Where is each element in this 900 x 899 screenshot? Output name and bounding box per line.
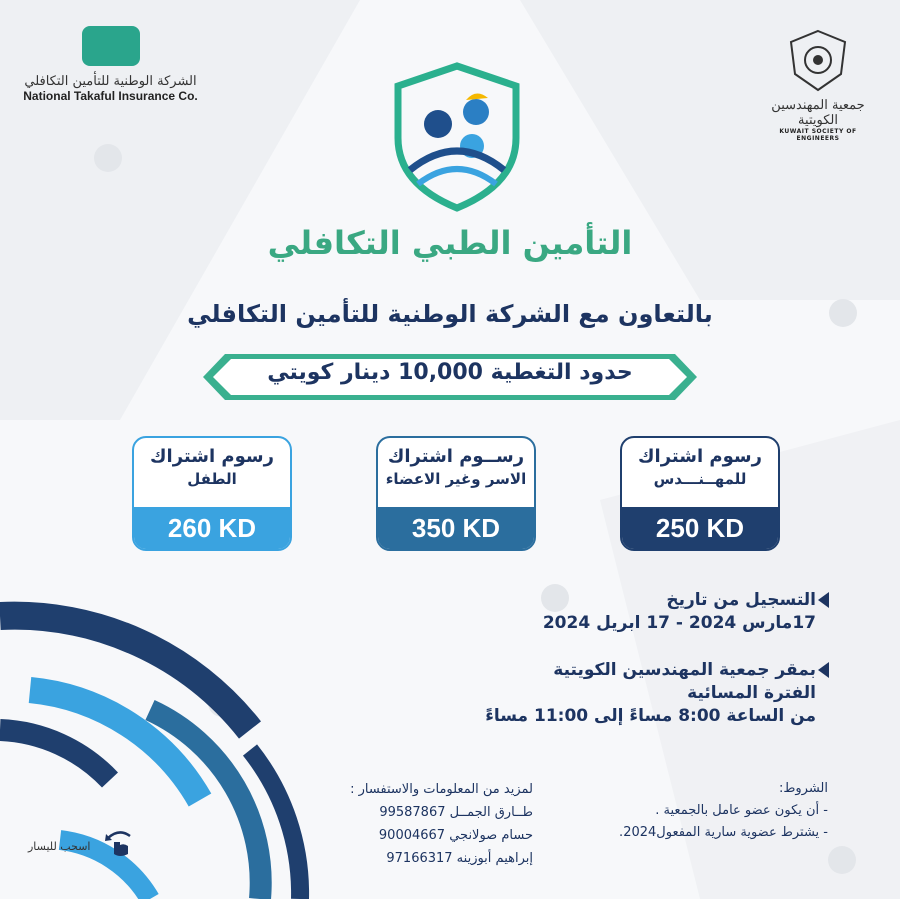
registration-dates: 17مارس 2024 - 17 ابريل 2024 xyxy=(542,613,816,633)
contact-item: طــارق الجمــل 99587867 xyxy=(379,805,533,820)
condition-item: - يشترط عضوية سارية المفعول2024. xyxy=(619,825,828,840)
condition-item: - أن يكون عضو عامل بالجمعية . xyxy=(655,803,828,818)
kse-logo-english: KUWAIT SOCIETY OF ENGINEERS xyxy=(779,128,857,142)
card-price: 260 KD xyxy=(134,507,290,549)
card-price: 250 KD xyxy=(622,507,778,549)
location-line-3: من الساعة 8:00 مساءً إلى 11:00 مساءً xyxy=(485,706,816,726)
coverage-limit-text: حدود التغطية 10,000 دينار كويتي xyxy=(267,360,633,385)
card-label: رســوم اشتراك xyxy=(387,446,525,467)
card-price: 350 KD xyxy=(378,507,534,549)
card-subtitle: الاسر وغير الاعضاء xyxy=(385,470,527,488)
takaful-mark-icon xyxy=(82,26,140,66)
contact-item: إبراهيم أبوزينه 97166317 xyxy=(386,851,533,866)
family-fee-card xyxy=(376,436,536,551)
page-title: التأمين الطبي التكافلي xyxy=(267,224,633,262)
swipe-hand-icon xyxy=(102,826,136,860)
location-info xyxy=(456,659,816,728)
takaful-logo xyxy=(18,26,203,103)
kse-logo-arabic: جمعية المهندسين الكويتية xyxy=(771,98,865,128)
bullet-triangle-icon xyxy=(818,662,829,678)
conditions-heading: الشروط: xyxy=(778,781,828,796)
partnership-subtitle: بالتعاون مع الشركة الوطنية للتأمين التكافلي xyxy=(187,300,713,328)
bullet-triangle-icon xyxy=(818,592,829,608)
card-subtitle: للمهــنـــدس xyxy=(653,470,747,488)
contacts-heading: لمزيد من المعلومات والاستفسار : xyxy=(350,782,533,797)
location-line-1: بمقر جمعية المهندسين الكويتية xyxy=(553,660,816,680)
card-label: رسوم اشتراك xyxy=(150,446,274,467)
card-label: رسوم اشتراك xyxy=(638,446,762,467)
location-line-2: الفترة المسائية xyxy=(687,683,816,703)
kse-logo xyxy=(758,28,878,142)
shield-icon xyxy=(388,60,526,212)
conditions-block xyxy=(558,778,828,844)
registration-info xyxy=(456,589,816,635)
swipe-hint xyxy=(28,822,140,862)
child-fee-card xyxy=(132,436,292,551)
swipe-hint-label: اسحب لليسار xyxy=(28,840,91,853)
registration-heading: التسجيل من تاريخ xyxy=(666,590,816,610)
takaful-logo-english: National Takaful Insurance Co. xyxy=(23,89,198,103)
engineer-fee-card xyxy=(620,436,780,551)
card-subtitle: الطفل xyxy=(187,470,237,488)
contacts-block xyxy=(318,778,533,870)
kse-emblem-icon xyxy=(785,28,851,94)
takaful-logo-arabic: الشركة الوطنية للتأمين التكافلي xyxy=(24,74,197,89)
contact-item: حسام صولانجي 90004667 xyxy=(378,828,533,843)
